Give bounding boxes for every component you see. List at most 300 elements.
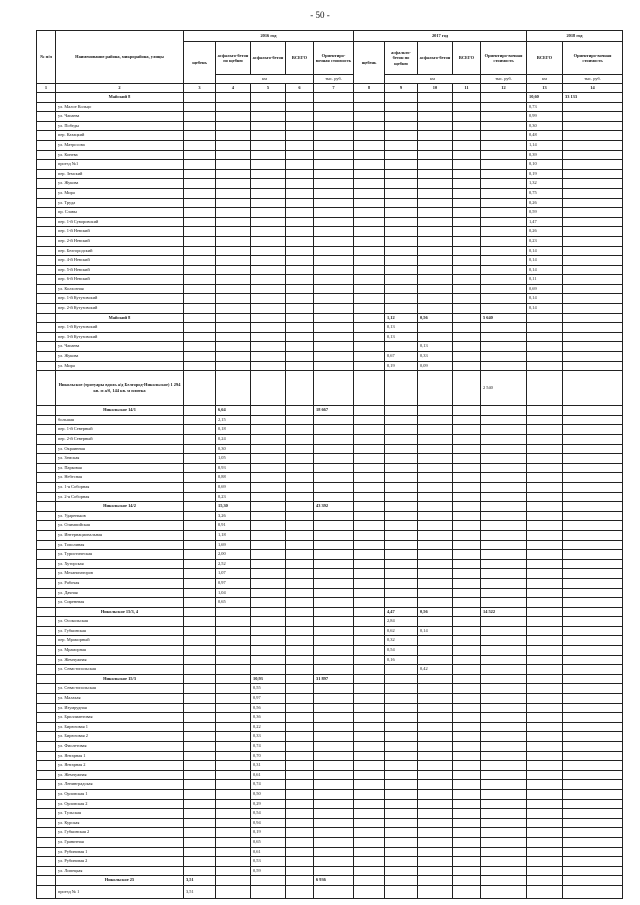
value-cell (184, 742, 216, 752)
street-name-cell: пер. 3-й Кутузовский (56, 332, 184, 342)
street-name-cell: ул. Осокольская (56, 617, 184, 627)
unit-km-2016: км (216, 75, 314, 84)
value-cell (354, 703, 385, 713)
value-cell (184, 208, 216, 218)
table-row (37, 444, 623, 454)
value-cell: 31 897 (314, 674, 354, 684)
value-cell: 5 640 (481, 313, 527, 323)
value-cell (418, 482, 453, 492)
value-cell (251, 361, 286, 371)
value-cell (481, 217, 527, 227)
value-cell (418, 208, 453, 218)
value-cell (286, 112, 314, 122)
value-cell (37, 265, 56, 275)
value-cell (563, 665, 623, 675)
table-row (37, 361, 623, 371)
value-cell (286, 550, 314, 560)
value-cell (251, 342, 286, 352)
value-cell (216, 847, 251, 857)
table-row (37, 655, 623, 665)
value-cell: 0,23 (216, 492, 251, 502)
value-cell (453, 93, 481, 103)
value-cell (251, 521, 286, 531)
table-row (37, 636, 623, 646)
value-cell (314, 885, 354, 898)
value-cell (527, 809, 563, 819)
value-cell (563, 732, 623, 742)
value-cell (527, 540, 563, 550)
value-cell (418, 876, 453, 886)
value-cell (37, 799, 56, 809)
value-cell (418, 198, 453, 208)
value-cell (37, 694, 56, 704)
value-cell (286, 415, 314, 425)
value-cell (453, 131, 481, 141)
value-cell: 0,56 (418, 607, 453, 617)
value-cell (453, 761, 481, 771)
value-cell (216, 217, 251, 227)
table-row (37, 256, 623, 266)
value-cell (216, 198, 251, 208)
value-cell (418, 655, 453, 665)
value-cell (453, 511, 481, 521)
value-cell (184, 463, 216, 473)
value-cell (527, 722, 563, 732)
value-cell (527, 521, 563, 531)
street-name-cell: ул. Олимпийская (56, 521, 184, 531)
value-cell: 0,14 (418, 626, 453, 636)
value-cell (453, 799, 481, 809)
value-cell (37, 559, 56, 569)
section-row (37, 502, 623, 512)
value-cell (314, 742, 354, 752)
value-cell (563, 713, 623, 723)
value-cell: 0,13 (418, 342, 453, 352)
value-cell (481, 742, 527, 752)
value-cell (184, 684, 216, 694)
value-cell (37, 818, 56, 828)
value-cell (216, 179, 251, 189)
value-cell (453, 828, 481, 838)
value-cell: 0,24 (216, 435, 251, 445)
value-cell (314, 150, 354, 160)
value-cell (527, 780, 563, 790)
header-shcheben-2017: щебень (354, 42, 385, 84)
value-cell (184, 780, 216, 790)
value-cell (527, 425, 563, 435)
value-cell (453, 454, 481, 464)
value-cell (314, 511, 354, 521)
value-cell (184, 227, 216, 237)
value-cell (481, 866, 527, 876)
street-name-cell: пер. 4-й Невский (56, 256, 184, 266)
value-cell: 1,14 (527, 140, 563, 150)
value-cell (251, 102, 286, 112)
value-cell (37, 275, 56, 285)
value-cell: 0,61 (251, 770, 286, 780)
value-cell: 0,65 (216, 598, 251, 608)
value-cell (216, 866, 251, 876)
value-cell (354, 150, 385, 160)
value-cell (216, 770, 251, 780)
value-cell (314, 569, 354, 579)
value-cell (453, 847, 481, 857)
street-name-cell: ул. Чапаева (56, 342, 184, 352)
value-cell (216, 684, 251, 694)
value-cell (37, 463, 56, 473)
value-cell (286, 208, 314, 218)
value-cell (354, 473, 385, 483)
value-cell (354, 323, 385, 333)
value-cell (37, 371, 56, 406)
value-cell (385, 492, 418, 502)
value-cell (354, 780, 385, 790)
value-cell (527, 732, 563, 742)
value-cell (184, 371, 216, 406)
value-cell (418, 160, 453, 170)
value-cell (385, 857, 418, 867)
value-cell (184, 425, 216, 435)
value-cell (314, 818, 354, 828)
table-body (37, 93, 623, 899)
value-cell (314, 415, 354, 425)
value-cell (314, 227, 354, 237)
value-cell (216, 857, 251, 867)
value-cell (527, 828, 563, 838)
value-cell (385, 415, 418, 425)
street-name-cell: пер. Земский (56, 169, 184, 179)
value-cell (314, 665, 354, 675)
value-cell (527, 371, 563, 406)
value-cell (314, 559, 354, 569)
value-cell (354, 140, 385, 150)
value-cell: 43 392 (314, 502, 354, 512)
street-name-cell: ул. Колхозная (56, 284, 184, 294)
value-cell (216, 227, 251, 237)
value-cell (563, 473, 623, 483)
value-cell (314, 626, 354, 636)
value-cell (481, 789, 527, 799)
value-cell (184, 799, 216, 809)
value-cell (184, 112, 216, 122)
value-cell (314, 361, 354, 371)
value-cell (527, 818, 563, 828)
value-cell: 0,13 (385, 323, 418, 333)
header-year-2016: 2016 год (184, 31, 354, 42)
value-cell (216, 342, 251, 352)
street-name-cell: ул. Туристическая (56, 550, 184, 560)
value-cell (184, 818, 216, 828)
value-cell (354, 482, 385, 492)
value-cell (286, 607, 314, 617)
value-cell (286, 761, 314, 771)
value-cell (481, 492, 527, 502)
value-cell (418, 617, 453, 627)
street-name-cell: ул. Жукова (56, 179, 184, 189)
value-cell (251, 256, 286, 266)
value-cell (286, 473, 314, 483)
value-cell (184, 361, 216, 371)
street-name-cell: ул. Чапаева (56, 112, 184, 122)
value-cell (453, 713, 481, 723)
value-cell (216, 169, 251, 179)
value-cell (37, 492, 56, 502)
value-cell (563, 876, 623, 886)
value-cell (527, 636, 563, 646)
value-cell (453, 188, 481, 198)
value-cell (354, 406, 385, 416)
value-cell (418, 463, 453, 473)
value-cell (184, 150, 216, 160)
street-name-cell: проезд № 1 (56, 885, 184, 898)
value-cell (184, 636, 216, 646)
value-cell (184, 140, 216, 150)
value-cell (354, 188, 385, 198)
value-cell: 33 133 (563, 93, 623, 103)
table-row (37, 473, 623, 483)
value-cell (418, 444, 453, 454)
value-cell (37, 732, 56, 742)
value-cell (314, 342, 354, 352)
value-cell (527, 313, 563, 323)
table-row (37, 415, 623, 425)
value-cell (418, 236, 453, 246)
value-cell (286, 435, 314, 445)
column-number: 13 (527, 84, 563, 93)
value-cell (314, 198, 354, 208)
value-cell (354, 751, 385, 761)
value-cell (453, 217, 481, 227)
value-cell (251, 93, 286, 103)
value-cell (418, 371, 453, 406)
street-name-cell: ул. Янтарная 1 (56, 751, 184, 761)
table-row (37, 588, 623, 598)
value-cell (314, 179, 354, 189)
table-row (37, 809, 623, 819)
table-row (37, 684, 623, 694)
value-cell (418, 828, 453, 838)
value-cell (37, 789, 56, 799)
value-cell (184, 284, 216, 294)
value-cell (481, 617, 527, 627)
value-cell (385, 435, 418, 445)
value-cell: 0,30 (216, 444, 251, 454)
value-cell: 0,32 (385, 636, 418, 646)
value-cell (385, 217, 418, 227)
value-cell (563, 828, 623, 838)
value-cell (527, 444, 563, 454)
value-cell (286, 169, 314, 179)
header-asf-po-shch-2016: асфальто-бетон по щебню (216, 42, 251, 75)
value-cell (385, 342, 418, 352)
value-cell (184, 246, 216, 256)
value-cell (418, 435, 453, 445)
value-cell (216, 828, 251, 838)
value-cell (418, 294, 453, 304)
value-cell (216, 93, 251, 103)
value-cell (563, 722, 623, 732)
value-cell: 0,59 (527, 208, 563, 218)
value-cell (481, 150, 527, 160)
value-cell (481, 236, 527, 246)
value-cell (563, 607, 623, 617)
value-cell (314, 578, 354, 588)
value-cell (354, 818, 385, 828)
value-cell (251, 227, 286, 237)
value-cell (216, 102, 251, 112)
value-cell (453, 837, 481, 847)
value-cell (216, 112, 251, 122)
value-cell (314, 236, 354, 246)
value-cell (453, 482, 481, 492)
value-cell (37, 406, 56, 416)
table-row (37, 761, 623, 771)
value-cell (37, 444, 56, 454)
value-cell (385, 674, 418, 684)
value-cell (385, 751, 418, 761)
value-cell (286, 789, 314, 799)
street-name-cell: ул. Рубиновая 2 (56, 857, 184, 867)
value-cell (37, 313, 56, 323)
value-cell (527, 463, 563, 473)
value-cell (481, 435, 527, 445)
value-cell (184, 713, 216, 723)
value-cell (184, 588, 216, 598)
value-cell (216, 742, 251, 752)
value-cell (184, 131, 216, 141)
value-cell (286, 742, 314, 752)
value-cell (418, 502, 453, 512)
header-orient-2018: Ориентиро-вочная стоимость (563, 42, 623, 75)
value-cell (563, 188, 623, 198)
value-cell (354, 169, 385, 179)
header-orient-2017: Ориентиро-вочная стоимость (481, 42, 527, 75)
value-cell (286, 121, 314, 131)
value-cell (563, 406, 623, 416)
value-cell (314, 473, 354, 483)
unit-rub-2017: тыс. руб. (481, 75, 527, 84)
value-cell (286, 313, 314, 323)
table-row (37, 866, 623, 876)
value-cell (385, 588, 418, 598)
value-cell (563, 265, 623, 275)
value-cell (563, 530, 623, 540)
value-cell (354, 732, 385, 742)
value-cell (286, 406, 314, 416)
value-cell (481, 275, 527, 285)
value-cell (354, 102, 385, 112)
value-cell (527, 361, 563, 371)
value-cell (314, 540, 354, 550)
value-cell (453, 473, 481, 483)
value-cell (385, 131, 418, 141)
value-cell (37, 751, 56, 761)
value-cell (453, 809, 481, 819)
value-cell (563, 102, 623, 112)
table-row (37, 352, 623, 362)
value-cell (37, 511, 56, 521)
value-cell: 6,64 (216, 406, 251, 416)
section-row (37, 876, 623, 886)
section-row (37, 674, 623, 684)
value-cell (314, 131, 354, 141)
value-cell (354, 227, 385, 237)
value-cell (418, 559, 453, 569)
value-cell (37, 530, 56, 540)
value-cell (527, 435, 563, 445)
value-cell (216, 313, 251, 323)
value-cell (184, 444, 216, 454)
value-cell (251, 530, 286, 540)
value-cell (385, 246, 418, 256)
section-row (37, 371, 623, 406)
value-cell (184, 626, 216, 636)
value-cell (563, 313, 623, 323)
value-cell (286, 371, 314, 406)
value-cell (481, 342, 527, 352)
table-row (37, 511, 623, 521)
value-cell (563, 275, 623, 285)
value-cell (314, 617, 354, 627)
column-number: 7 (314, 84, 354, 93)
value-cell (563, 294, 623, 304)
value-cell (453, 569, 481, 579)
street-name-cell: ул. Севастопольская (56, 684, 184, 694)
value-cell (481, 425, 527, 435)
value-cell (453, 684, 481, 694)
value-cell (481, 294, 527, 304)
value-cell (286, 818, 314, 828)
table-row (37, 198, 623, 208)
value-cell (418, 598, 453, 608)
value-cell (354, 217, 385, 227)
value-cell (184, 323, 216, 333)
value-cell (286, 655, 314, 665)
value-cell: 0,10 (527, 160, 563, 170)
value-cell (184, 482, 216, 492)
value-cell: 2 540 (481, 371, 527, 406)
value-cell (563, 540, 623, 550)
value-cell (385, 444, 418, 454)
table-row (37, 217, 623, 227)
value-cell (453, 751, 481, 761)
value-cell (37, 502, 56, 512)
value-cell (453, 246, 481, 256)
table-row (37, 179, 623, 189)
value-cell (314, 521, 354, 531)
header-year-2018: 2018 год (527, 31, 623, 42)
value-cell (527, 550, 563, 560)
value-cell (184, 837, 216, 847)
column-number: 1 (37, 84, 56, 93)
value-cell (385, 866, 418, 876)
street-name-cell: ул. Бриллиантовая (56, 713, 184, 723)
value-cell (481, 415, 527, 425)
value-cell: 0,69 (527, 284, 563, 294)
value-cell (251, 140, 286, 150)
value-cell (286, 617, 314, 627)
value-cell (251, 502, 286, 512)
value-cell (418, 646, 453, 656)
value-cell (418, 789, 453, 799)
value-cell (418, 102, 453, 112)
value-cell (286, 227, 314, 237)
value-cell (37, 569, 56, 579)
value-cell (37, 684, 56, 694)
header-year-2017: 2017 год (354, 31, 527, 42)
value-cell (251, 284, 286, 294)
table-row (37, 722, 623, 732)
